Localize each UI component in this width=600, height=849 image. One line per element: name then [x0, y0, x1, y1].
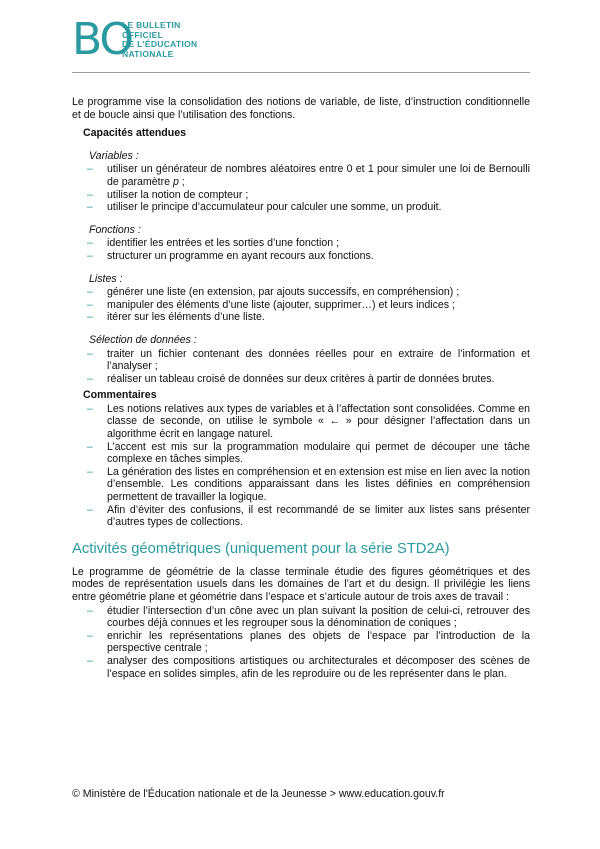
list-item	[72, 373, 530, 386]
dash-bullet: –	[87, 347, 93, 360]
list-item	[72, 630, 530, 655]
dash-bullet: –	[87, 372, 93, 385]
list-item	[72, 201, 530, 214]
list-item-text: L’accent est mis sur la programmation modulaire qui permet de découper une tâche complexe en tâches simples.	[107, 440, 530, 466]
list-item	[72, 286, 530, 299]
list-item	[72, 250, 530, 263]
footer-copyright: © Ministère de l'Éducation nationale et de la Jeunesse > www.education.gouv.fr	[72, 788, 445, 800]
commentaires-heading: Commentaires	[83, 389, 157, 402]
variables-heading: Variables :	[89, 149, 139, 162]
list-item-text: analyser des compositions artistiques ou architecturales et décomposer des scènes de l’espace en solides simples, afin de les reproduire ou de les représenter dans le plan.	[107, 654, 530, 680]
logo-wordmark	[122, 21, 197, 59]
list-item-text: manipuler des éléments d’une liste (ajouter, supprimer…) et leurs indices ;	[107, 298, 455, 311]
dash-bullet: –	[87, 286, 93, 299]
logo-line: DE L'ÉDUCATION	[122, 39, 198, 49]
fonctions-list	[72, 237, 530, 262]
dash-bullet: –	[87, 298, 93, 311]
logo-line: LE BULLETIN	[122, 20, 181, 30]
list-item	[72, 311, 530, 324]
logo-letters: BO	[72, 14, 133, 65]
list-item-text: réaliser un tableau croisé de données sur deux critères à partir de données brutes.	[107, 372, 495, 385]
listes-heading: Listes :	[89, 272, 123, 285]
list-item	[72, 163, 530, 188]
list-item-text: structurer un programme en ayant recours aux fonctions.	[107, 249, 374, 262]
logo-line: NATIONALE	[122, 48, 174, 59]
list-item	[72, 605, 530, 630]
list-item-text: Les notions relatives aux types de variables et à l’affectation sont consolidées. Comme en classe de seconde, on utilise le symbole « ← » pour désigner l’affectation dans un algorithme écrit en langage naturel.	[107, 402, 530, 441]
dash-bullet: –	[87, 402, 93, 415]
variables-list	[72, 163, 530, 213]
dash-bullet: –	[87, 465, 93, 478]
list-item-text: utiliser la notion de compteur ;	[107, 188, 249, 201]
list-item-text: Afin d’éviter des confusions, il est recommandé de se limiter aux listes sans présenter d’autres types de collections.	[107, 503, 530, 529]
list-item	[72, 466, 530, 504]
page-content	[72, 96, 530, 680]
dash-bullet: –	[87, 163, 93, 176]
list-item	[72, 237, 530, 250]
list-item	[72, 441, 530, 466]
list-item	[72, 299, 530, 312]
logo-line: OFFICIEL	[122, 29, 164, 40]
list-item-text: étudier l’intersection d’un cône avec un plan suivant la position de celui-ci, retrouver des courbes déjà connues et les regrouper sous la dénomination de coniques ;	[107, 604, 530, 630]
list-item-text: La génération des listes en compréhension et en extension est mise en lien avec la notion d’ensemble. Les conditions apparaissant dans les listes définies en compréhension permettent de travailler la logique.	[107, 465, 530, 504]
listes-list	[72, 286, 530, 324]
list-item-text: traiter un fichier contenant des données réelles pour en extraire de l’information et l’analyser ;	[107, 347, 530, 373]
dash-bullet: –	[87, 629, 93, 642]
selection-heading: Sélection de données :	[89, 333, 197, 346]
fonctions-heading: Fonctions :	[89, 223, 141, 236]
selection-list	[72, 348, 530, 386]
dash-bullet: –	[87, 654, 93, 667]
intro-paragraph: Le programme vise la consolidation des notions de variable, de liste, d’instruction conditionnelle et de boucle ainsi que l’utilisation des fonctions.	[72, 96, 530, 121]
dash-bullet: –	[87, 604, 93, 617]
list-item-text: identifier les entrées et les sorties d’une fonction ;	[107, 237, 340, 250]
header-divider	[72, 72, 530, 73]
dash-bullet: –	[87, 188, 93, 201]
list-item-text: enrichir les représentations planes des objets de l’espace par l’introduction de la perspective centrale ;	[107, 629, 530, 655]
dash-bullet: –	[87, 237, 93, 250]
commentaires-list	[72, 403, 530, 529]
list-item	[72, 504, 530, 529]
dash-bullet: –	[87, 311, 93, 324]
geometrie-heading: Activités géométriques (uniquement pour la série STD2A)	[72, 540, 450, 557]
list-item	[72, 189, 530, 202]
list-item-text: utiliser un générateur de nombres aléatoires entre 0 et 1 pour simuler une loi de Bernoulli de paramètre p ;	[107, 163, 530, 188]
dash-bullet: –	[87, 503, 93, 516]
dash-bullet: –	[87, 201, 93, 214]
list-item	[72, 348, 530, 373]
list-item-text: itérer sur les éléments d’une liste.	[107, 311, 265, 324]
list-item-text: générer une liste (en extension, par ajouts successifs, en compréhension) ;	[107, 286, 460, 299]
geometrie-list	[72, 605, 530, 681]
list-item	[72, 403, 530, 441]
list-item	[72, 655, 530, 680]
bulletin-officiel-logo	[72, 14, 530, 74]
geometrie-intro: Le programme de géométrie de la classe terminale étudie des figures géométriques et des modes de représentation usuels dans les domaines de l’art et du design. Il privilégie les liens entre géométrie plane et géométrie dans l’espace et s’articule autour de trois axes de travail :	[72, 565, 530, 603]
capacites-heading: Capacités attendues	[83, 127, 187, 140]
dash-bullet: –	[87, 440, 93, 453]
list-item-text: utiliser le principe d’accumulateur pour calculer une somme, un produit.	[107, 201, 442, 214]
dash-bullet: –	[87, 249, 93, 262]
